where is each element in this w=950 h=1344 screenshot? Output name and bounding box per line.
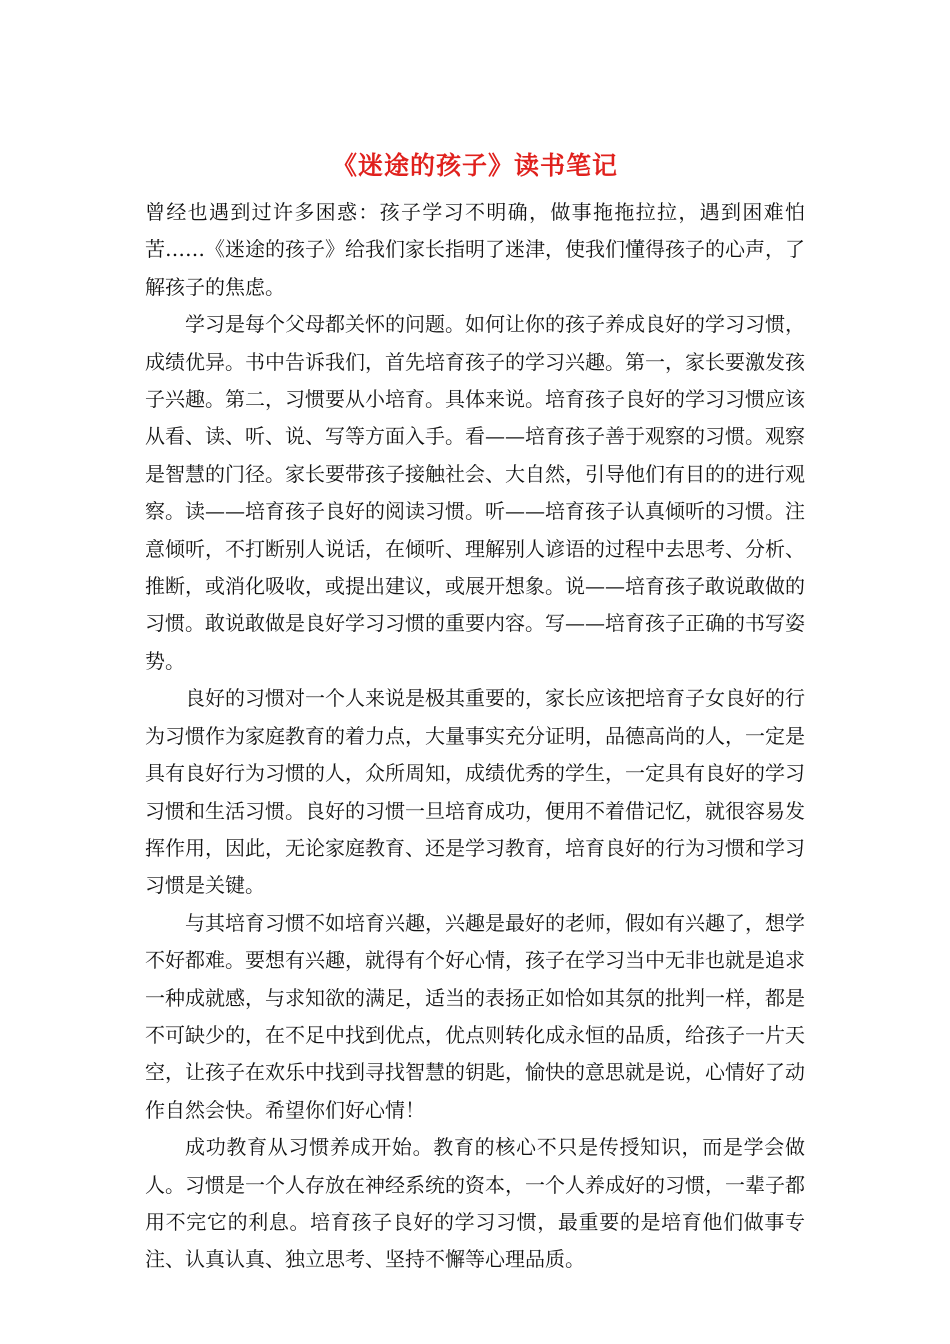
paragraph-good-habits: 良好的习惯对一个人来说是极其重要的，家长应该把培育子女良好的行为习惯作为家庭教育的着力点，大量事实充分证明，品德高尚的人，一定是具有良好行为习惯的人，众所周知，成绩优秀的学生，一定具有良好的学习习惯和生活习惯。良好的习惯一旦培育成功，便用不着借记忆，就很容易发挥作用，因此，无论家庭教育、还是学习教育，培育良好的行为习惯和学习习惯是关键。 — [145, 686, 805, 898]
paragraph-learning-habits: 学习是每个父母都关怀的问题。如何让你的孩子养成良好的学习习惯，成绩优异。书中告诉我们，首先培育孩子的学习兴趣。第一，家长要激发孩子兴趣。第二，习惯要从小培育。具体来说。培育孩子良好的学习习惯应该从看、读、听、说、写等方面入手。看——培育孩子善于观察的习惯。观察是智慧的门径。家长要带孩子接触社会、大自然，引导他们有目的的进行观察。读——培育孩子良好的阅读习惯。听——培育孩子认真倾听的习惯。注意倾听，不打断别人说话，在倾听、理解别人谚语的过程中去思考、分析、推断，或消化吸收，或提出建议，或展开想象。说——培育孩子敢说敢做的习惯。敢说敢做是良好学习习惯的重要内容。写——培育孩子正确的书写姿势。 — [145, 312, 805, 673]
paragraph-interest: 与其培育习惯不如培育兴趣，兴趣是最好的老师，假如有兴趣了，想学不好都难。要想有兴趣，就得有个好心情，孩子在学习当中无非也就是追求一种成就感，与求知欲的满足，适当的表扬正如恰如其氛的批判一样，都是不可缺少的，在不足中找到优点，优点则转化成永恒的品质，给孩子一片天空，让孩子在欢乐中找到寻找智慧的钥匙，愉快的意思就是说，心情好了动作自然会快。希望你们好心情！ — [145, 910, 805, 1122]
document-body — [145, 194, 805, 1279]
paragraph-intro: 曾经也遇到过许多困惑：孩子学习不明确，做事拖拖拉拉，遇到困难怕苦……《迷途的孩子》给我们家长指明了迷津，使我们懂得孩子的心声，了解孩子的焦虑。 — [145, 200, 805, 299]
paragraph-success-education: 成功教育从习惯养成开始。教育的核心不只是传授知识，而是学会做人。习惯是一个人存放在神经系统的资本，一个人养成好的习惯，一辈子都用不完它的利息。培育孩子良好的学习习惯，最重要的是培育他们做事专注、认真认真、独立思考、坚持不懈等心理品质。 — [145, 1135, 805, 1272]
document-title: 《迷途的孩子》读书笔记 — [331, 151, 618, 180]
